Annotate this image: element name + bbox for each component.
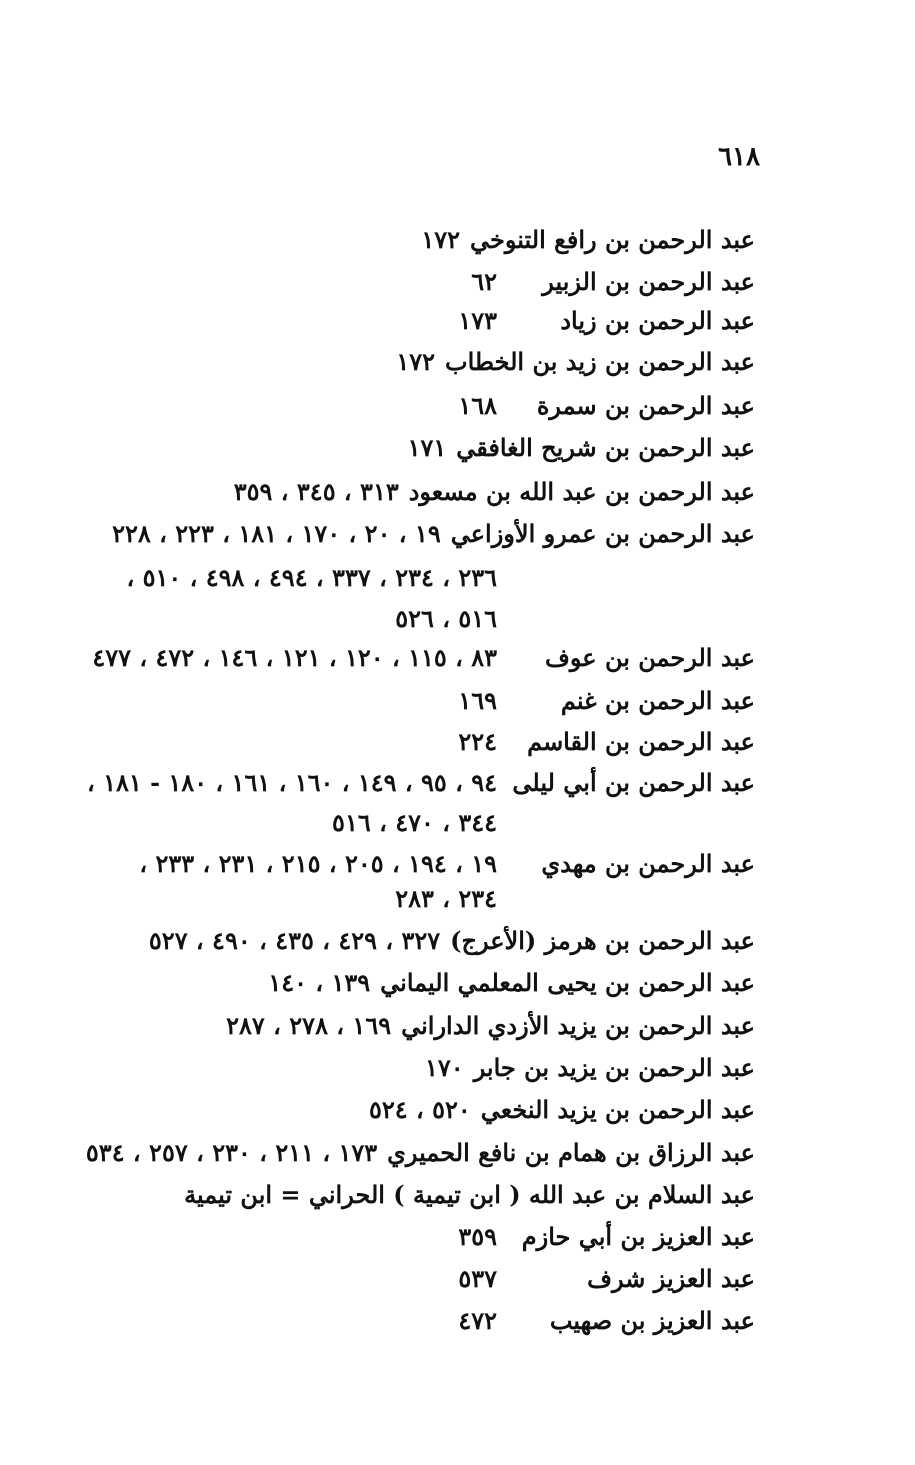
index-entry-continuation: [332, 805, 497, 841]
index-entry-tanukhi: [421, 222, 755, 258]
index-entry-mahdi: [139, 846, 755, 882]
index-entry-continuation: [127, 560, 497, 596]
index-entry-abi-layla: [87, 765, 755, 801]
entry-pages: ١٦٨: [458, 391, 497, 420]
entry-name: عبد العزيز شرف: [587, 1264, 755, 1293]
entry-name: عبد الرحمن بن غنم: [560, 686, 755, 715]
entry-pages: ١٧٣: [458, 306, 497, 335]
index-entry-ibn-masud: [234, 474, 755, 510]
entry-name: عبد العزيز بن أبي حازم: [521, 1222, 755, 1251]
index-entry-ghanm: [458, 683, 755, 719]
entry-name: عبد الرحمن بن زيد بن الخطاب: [445, 347, 755, 376]
entry-pages: ٥١٦ ، ٥٢٦: [395, 604, 497, 633]
index-entry-zayd-khattab: [396, 344, 755, 380]
index-entry-nakhai: [369, 1092, 755, 1128]
index-entry-continuation: [395, 601, 497, 637]
entry-name: عبد الرحمن بن يزيد الأزدي الداراني: [401, 1011, 755, 1040]
entry-name: عبد الرحمن بن الزبير: [542, 267, 755, 296]
entry-name: عبد الرحمن بن مهدي: [541, 849, 755, 878]
entry-pages: ٥٢٠ ، ٥٢٤: [368, 1095, 471, 1124]
entry-name: عبد الرحمن بن عوف: [545, 643, 755, 672]
index-entry-darani: [226, 1008, 755, 1044]
entry-pages: ١٧٢: [421, 225, 461, 254]
index-entry-suhayb: [458, 1303, 755, 1339]
entry-pages: ٢٢٤: [458, 727, 497, 756]
entry-name: عبد العزيز بن صهيب: [549, 1306, 755, 1335]
entry-name: عبد الرزاق بن همام بن نافع الحميري: [387, 1138, 755, 1167]
entry-name: عبد الرحمن بن سمرة: [536, 391, 755, 420]
index-entry-zubayr: [471, 264, 755, 300]
entry-name: عبد السلام بن عبد الله ( ابن تيمية ) الحراني = ابن تيمية: [184, 1180, 755, 1209]
entry-pages: ٣٥٩: [458, 1222, 497, 1251]
entry-pages: ٣٤٤ ، ٤٧٠ ، ٥١٦: [332, 808, 497, 837]
index-entry-sharaf: [458, 1261, 755, 1297]
entry-pages: ٢٣٤ ، ٢٨٣: [395, 884, 497, 913]
entry-pages: ١٩ ، ٢٠ ، ١٧٠ ، ١٨١ ، ٢٢٣ ، ٢٢٨: [112, 519, 441, 548]
entry-pages: ٣١٣ ، ٣٤٥ ، ٣٥٩: [233, 477, 399, 506]
entry-pages: ٣٢٧ ، ٤٢٩ ، ٤٣٥ ، ٤٩٠ ، ٥٢٧: [148, 926, 441, 955]
entry-name: عبد الرحمن بن القاسم: [527, 727, 755, 756]
entry-pages: ١٦٩: [458, 686, 497, 715]
index-entry-jabir: [425, 1050, 755, 1086]
entry-name: عبد الرحمن بن عبد الله بن مسعود: [408, 477, 755, 506]
index-entry-ziyad: [458, 303, 755, 339]
index-entry-awzai: [112, 516, 755, 552]
entry-pages: ٨٣ ، ١١٥ ، ١٢٠ ، ١٢١ ، ١٤٦ ، ٤٧٢ ، ٤٧٧: [92, 643, 497, 672]
index-entry-qasim: [458, 724, 755, 760]
entry-name: عبد الرحمن بن زياد: [560, 306, 755, 335]
entry-pages: ١٧١: [407, 433, 447, 462]
entry-pages: ١٧٢: [396, 347, 436, 376]
entry-name: عبد الرحمن بن يزيد النخعي: [480, 1095, 755, 1124]
index-entry-abd-al-razzaq: [86, 1135, 755, 1171]
entry-pages: ١٦٩ ، ٢٧٨ ، ٢٨٧: [226, 1011, 392, 1040]
index-entry-awf: [92, 640, 755, 676]
entry-name: عبد الرحمن بن عمرو الأوزاعي: [450, 519, 755, 548]
index-entry-ghafiqi: [408, 430, 755, 466]
index-entry-muallimi: [268, 965, 755, 1001]
index-entry-abi-hazim: [458, 1219, 755, 1255]
index-entry-continuation: [395, 881, 497, 917]
entry-pages: ٤٧٢: [458, 1306, 497, 1335]
index-entry-abd-al-salam: [174, 1177, 755, 1213]
entry-pages: ٢٣٦ ، ٢٣٤ ، ٣٣٧ ، ٤٩٤ ، ٤٩٨ ، ٥١٠ ،: [126, 563, 497, 592]
index-entry-samura: [458, 388, 755, 424]
page-number: ٦١٨: [718, 142, 760, 172]
entry-pages: ١٧٣ ، ٢١١ ، ٢٣٠ ، ٢٥٧ ، ٥٣٤: [85, 1138, 378, 1167]
entry-pages: ١٩ ، ١٩٤ ، ٢٠٥ ، ٢١٥ ، ٢٣١ ، ٢٣٣ ،: [139, 849, 497, 878]
entry-pages: ١٣٩ ، ١٤٠: [268, 968, 371, 997]
entry-name: عبد الرحمن بن يزيد بن جابر: [473, 1053, 755, 1082]
entry-pages: ٥٣٧: [458, 1264, 497, 1293]
index-entry-hurmuz: [149, 923, 755, 959]
entry-name: عبد الرحمن بن رافع التنوخي: [470, 225, 755, 254]
entry-name: عبد الرحمن بن يحيى المعلمي اليماني: [380, 968, 755, 997]
entry-name: عبد الرحمن بن شريح الغافقي: [456, 433, 755, 462]
entry-pages: ٦٢: [471, 267, 497, 296]
entry-name: عبد الرحمن بن هرمز (الأعرج): [450, 926, 755, 955]
entry-name: عبد الرحمن بن أبي ليلى: [512, 768, 755, 797]
entry-pages: ٩٤ ، ٩٥ ، ١٤٩ ، ١٦٠ ، ١٦١ ، ١٨٠ - ١٨١ ،: [86, 768, 497, 797]
entry-pages: ١٧٠: [425, 1053, 464, 1082]
